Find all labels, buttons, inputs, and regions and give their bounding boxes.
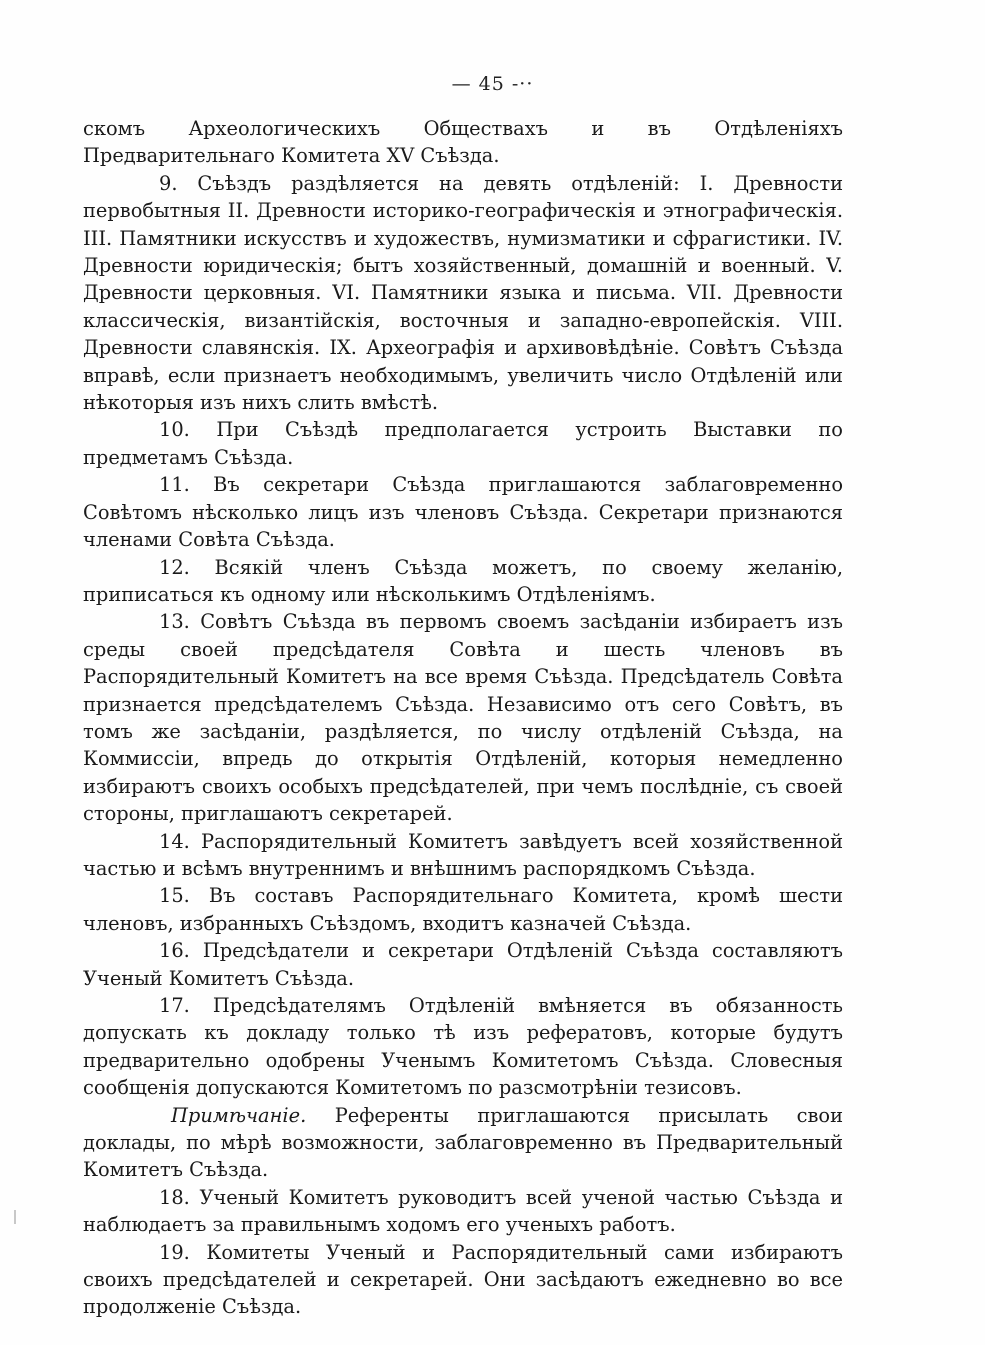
note-text: Референты приглашаются присылать свои доклады, по мѣрѣ возможности, заблаговременно въ Предварительный Комитетъ Съѣзда.	[83, 1103, 843, 1182]
note-paragraph	[83, 1102, 843, 1184]
paragraph-19: 19. Комитеты Ученый и Распорядительный сами избираютъ своихъ предсѣдателей и секретарей. Они засѣдаютъ ежедневно во все продолженіе Съѣзда.	[83, 1240, 843, 1319]
paragraph-12: 12. Всякій членъ Съѣзда можетъ, по своему желанію, приписаться къ одному или нѣсколькимъ Отдѣленіямъ.	[83, 555, 843, 606]
paragraph-18: 18. Ученый Комитетъ руководитъ всей ученой частью Съѣзда и наблюдаетъ за правильнымъ ходомъ его ученыхъ работъ.	[83, 1185, 843, 1237]
paragraph-15: 15. Въ составъ Распорядительнаго Комитета, кромѣ шести членовъ, избранныхъ Съѣздомъ, входитъ казначей Съѣзда.	[83, 884, 843, 935]
paragraph-continuation: скомъ Археологическихъ Обществахъ и въ Отдѣленіяхъ Предварительнаго Комитета XV Съѣзда.	[83, 117, 843, 168]
scan-mark	[14, 1210, 16, 1224]
note-label: Примѣчаніе.	[171, 1103, 307, 1127]
paragraph-17: 17. Предсѣдателямъ Отдѣленій вмѣняется въ обязанность допускать къ докладу только тѣ изъ рефератовъ, которые будутъ предварительно одобрены Ученымъ Комитетомъ Съѣзда. Словесныя сообщенія допускаются Комитетомъ по разсмотрѣніи тезисовъ.	[83, 994, 843, 1100]
paragraph-13: 13. Совѣтъ Съѣзда въ первомъ своемъ засѣданіи избираетъ изъ среды своей предсѣдателя Совѣта и шесть членовъ въ Распорядительный Комитетъ на все время Съѣзда. Предсѣдатель Совѣта признается предсѣдателемъ Съѣзда. Независимо отъ сего Совѣтъ, въ томъ же засѣданіи, раздѣляется, по числу отдѣленій Съѣзда, на Коммиссіи, впредь до открытія Отдѣленій, которыя немедленно избираютъ своихъ особыхъ предсѣдателей, при чемъ послѣдніе, съ своей стороны, приглашаютъ секретарей.	[83, 610, 843, 826]
page-number: — 45 -··	[451, 73, 534, 95]
paragraph-11: 11. Въ секретари Съѣзда приглашаются заблаговременно Совѣтомъ нѣсколько лицъ изъ членовъ Съѣзда. Секретари признаются членами Совѣта Съѣзда.	[83, 473, 843, 552]
paragraph-14: 14. Распорядительный Комитетъ завѣдуетъ всей хозяйственной частью и всѣмъ внутреннимъ и внѣшнимъ распорядкомъ Съѣзда.	[83, 829, 843, 880]
paragraph-9: 9. Съѣздъ раздѣляется на девять отдѣленій: І. Древности первобытныя II. Древности историко-географическія и этнографическія. III. Памятники искусствъ и художествъ, нумизматики и сфрагистики. IV. Древности юридическія; бытъ хозяйственный, домашній и военный. V. Древности церковныя. VI. Памятники языка и письма. VII. Древности классическія, византійскія, восточныя и западно-европейскія. VIII. Древности славянскія. IX. Археографія и архивовѣдѣніе. Совѣтъ Съѣзда вправѣ, если признаетъ необходимымъ, увеличить число Отдѣленій или нѣкоторыя изъ нихъ слить вмѣстѣ.	[83, 171, 843, 415]
paragraph-16: 16. Предсѣдатели и секретари Отдѣленій Съѣзда составляютъ Ученый Комитетъ Съѣзда.	[83, 939, 843, 990]
paragraph-10: 10. При Съѣздѣ предполагается устроить Выставки по предметамъ Съѣзда.	[83, 418, 843, 469]
body-text	[83, 115, 843, 1321]
